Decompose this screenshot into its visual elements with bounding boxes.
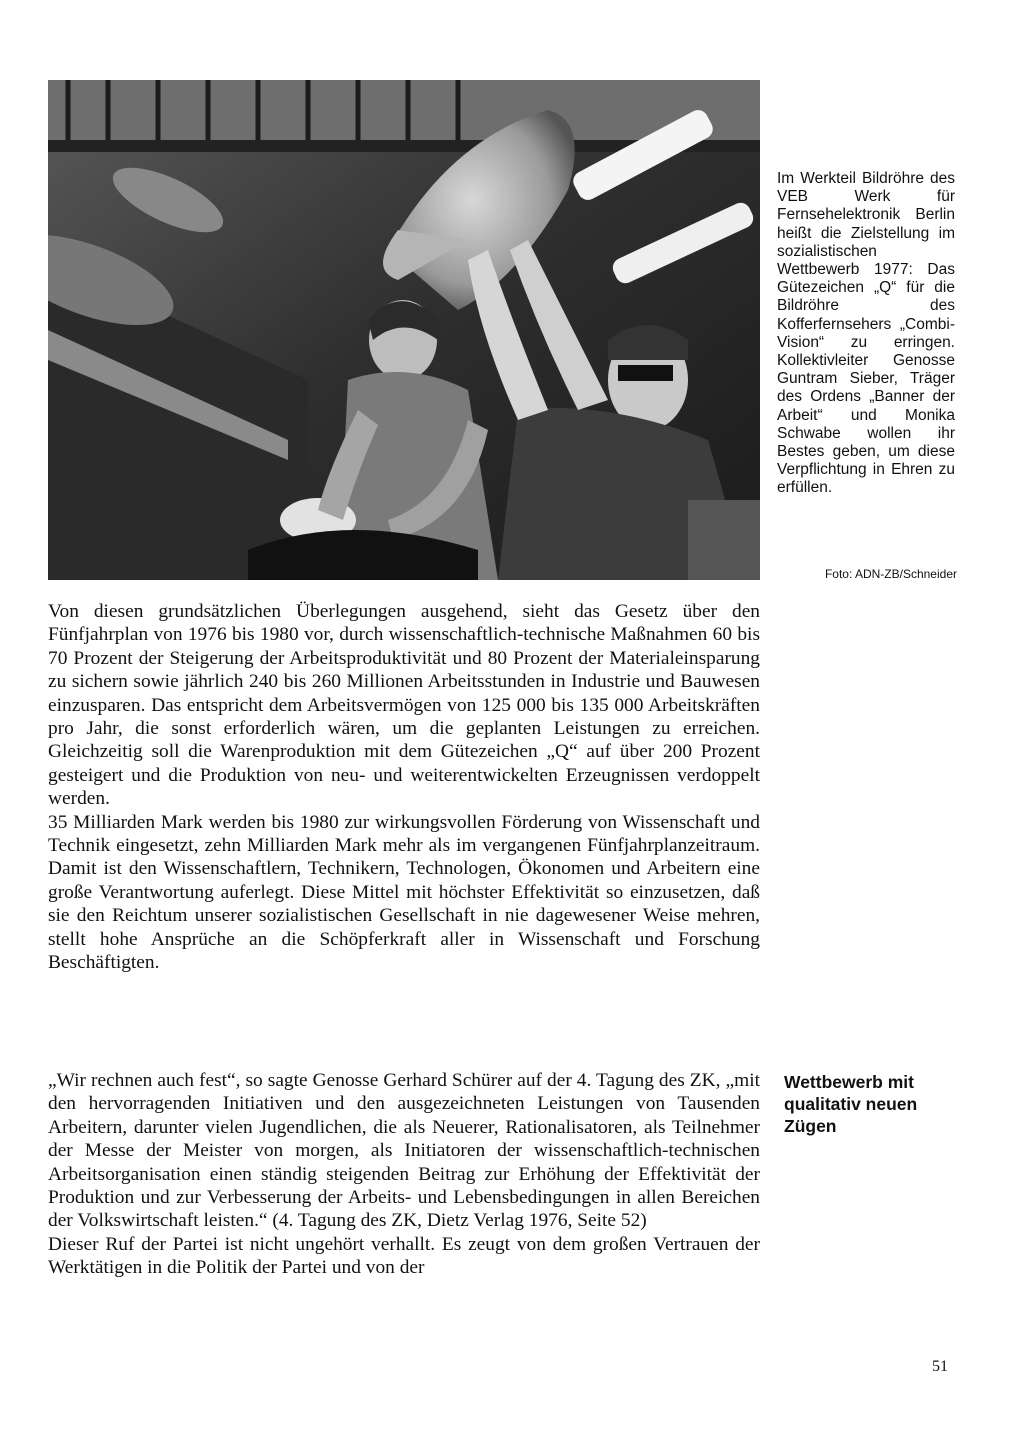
margin-heading: Wettbewerb mit qualitativ neuen Zügen — [784, 1072, 918, 1136]
paragraph-3: „Wir rechnen auch fest“, so sagte Genosse Gerhard Schürer auf der 4. Tagung des ZK, „mit den hervorragenden Initiativen und den ausgezeichneten Leistungen von Tausenden Arbeitern, darunter vielen Jugendlichen, die als Neuerer, Rationalisatoren, als Teilnehmer der Messe der Meister von morgen, als Initiatoren der wissenschaftlich-technischen Arbeitsorganisation einen ständig steigenden Beitrag zur Erhöhung der Effektivität der Produktion und zur Verbesserung der Arbeits- und Lebensbedingungen in allen Bereichen der Volkswirtschaft leisten.“ (4. Tagung des ZK, Dietz Verlag 1976, Seite 52) — [48, 1070, 760, 1232]
paragraph-4: Dieser Ruf der Partei ist nicht ungehört verhallt. Es zeugt von dem großen Vertrauen der Werktätigen in die Politik der Partei und von der — [48, 1233, 760, 1279]
photo — [48, 80, 760, 580]
body-text-lower — [48, 1069, 760, 1280]
body-text-upper — [48, 600, 760, 975]
page-number: 51 — [932, 1358, 948, 1375]
paragraph-2: 35 Milliarden Mark werden bis 1980 zur wirkungsvollen Förderung von Wissenschaft und Technik eingesetzt, zehn Milliarden Mark mehr als im vergangenen Fünfjahrplanzeitraum. Damit ist den Wissenschaftlern, Technikern, Technologen, Ökonomen und Arbeitern eine große Verantwortung auferlegt. Diese Mittel mit höchster Effektivität so einzusetzen, daß sie den Reichtum unserer sozialistischen Gesellschaft in nie dagewesener Weise mehren, stellt hohe Ansprüche an die Schöpferkraft aller in Wissenschaft und Forschung Beschäftigten. — [48, 811, 760, 974]
caption-text: Im Werkteil Bildröhre des VEB Werk für Fernsehelektronik Berlin heißt die Zielstellung im sozialistischen Wettbewerb 1977: Das Gütezeichen „Q“ für die Bildröhre des Kofferfernsehers „Combi-Vision“ zu erringen. Kollektivleiter Genosse Guntram Sieber, Träger des Ordens „Banner der Arbeit“ und Monika Schwabe wollen ihr Bestes geben, um diese Verpflichtung in Ehren zu erfüllen. — [777, 170, 955, 497]
photo-caption — [777, 170, 955, 498]
photo-credit: Foto: ADN-ZB/Schneider — [824, 567, 957, 581]
photo-image — [48, 80, 760, 580]
paragraph-1: Von diesen grundsätzlichen Überlegungen ausgehend, sieht das Gesetz über den Fünfjahrplan von 1976 bis 1980 vor, durch wissenschaftlich-technische Maßnahmen 60 bis 70 Prozent der Steigerung der Arbeitsproduktivität und 80 Prozent der Materialeinsparung zu sichern sowie jährlich 240 bis 260 Millionen Arbeitsstunden in Industrie und Bauwesen einzusparen. Das entspricht dem Arbeitsvermögen von 125 000 bis 135 000 Arbeitskräften pro Jahr, die sonst erforderlich wären, um die geplanten Leistungen zu erreichen. Gleichzeitig soll die Warenproduktion mit dem Gütezeichen „Q“ auf über 200 Prozent gesteigert und die Produktion von neu- und weiterentwickelten Erzeugnissen verdoppelt werden. — [48, 601, 760, 810]
